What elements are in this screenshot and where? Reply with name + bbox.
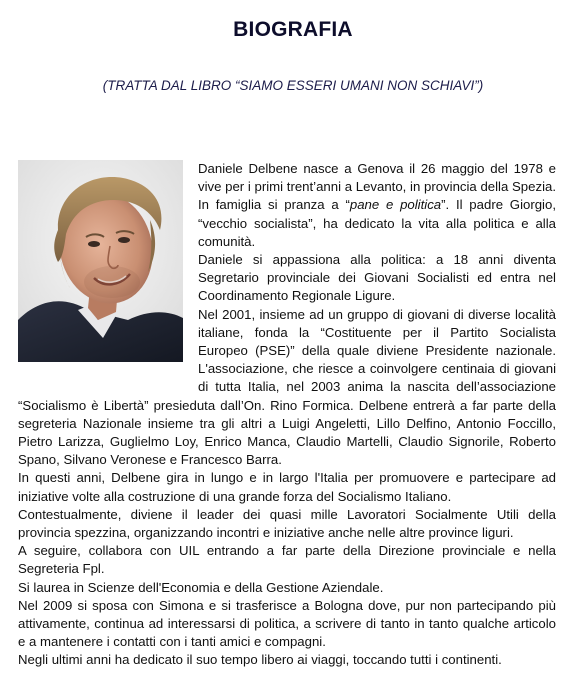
page-subtitle: (TRATTA DAL LIBRO “SIAMO ESSERI UMANI NON SCHIAVI”) (102, 78, 484, 93)
page-title: BIOGRAFIA (233, 18, 353, 41)
emphasis-text: pane e politica (349, 197, 442, 213)
bio-paragraph-8: Nel 2009 si sposa con Simona e si trasferisce a Bologna dove, pur non partecipando più attivamente, continua ad interessarsi di politica, a scrivere di tanto in tanto qualche articolo e a mantenere i contatti con i tanti amici e compagni. (18, 597, 556, 650)
bio-paragraph-2: Daniele si appassiona alla politica: a 18 anni diventa Segretario provinciale dei Giovani Socialisti ed entra nel Coordinamento Regionale Ligure. (198, 252, 556, 304)
bio-paragraph-1: Daniele Delbene nasce a Genova il 26 maggio del 1978 e vive per i primi trent’anni a Levanto, in provincia della Spezia. In famiglia si pranza a “pane e politica”. Il padre Giorgio, “vecchio socialista”, ha dedicato la vita alla politica e alla comunità. (198, 161, 556, 249)
bio-paragraph-7: Si laurea in Scienze dell'Economia e della Gestione Aziendale. (18, 579, 384, 595)
bio-paragraph-9: Negli ultimi anni ha dedicato il suo tempo libero ai viaggi, toccando tutti i continenti. (18, 652, 502, 668)
photo-wrap-spacer (18, 160, 198, 385)
bio-paragraph-5: Contestualmente, diviene il leader dei quasi mille Lavoratori Socialmente Utili della provincia spezzina, organizzando incontri e iniziative anche nelle altre province liguri. (18, 506, 556, 541)
bio-paragraph-4: In questi anni, Delbene gira in lungo e in largo l'Italia per promuovere e partecipare ad iniziative volte alla costruzione di una grande forza del Socialismo Italiano. (18, 470, 556, 504)
biography-text (18, 160, 556, 670)
bio-paragraph-6: A seguire, collabora con UIL entrando a far parte della Direzione provinciale e nella Segreteria Fpl. (18, 543, 556, 577)
bio-paragraph-3: Nel 2001, insieme ad un gruppo di giovani di diverse località italiane, fonda la “Costituente per il Partito Socialista Europeo (PSE)” della quale diviene Presidente nazionale. L'associazione, che riesce a coinvolgere centinaia di giovani di tutta Italia, nel 2003 anima la nascita dell’associazione “Socialismo è Libertà” presieduta dall’On. Rino Formica. Delbene entrerà a far parte della segreteria Nazionale insieme tra gli altri a Luigi Angeletti, Lillo Delfino, Antonio Foccillo, Pietro Larizza, Guglielmo Loy, Enrico Manca, Claudio Martelli, Claudio Signorile, Roberto Spano, Silvano Veronese e Francesco Barra. (18, 306, 556, 468)
